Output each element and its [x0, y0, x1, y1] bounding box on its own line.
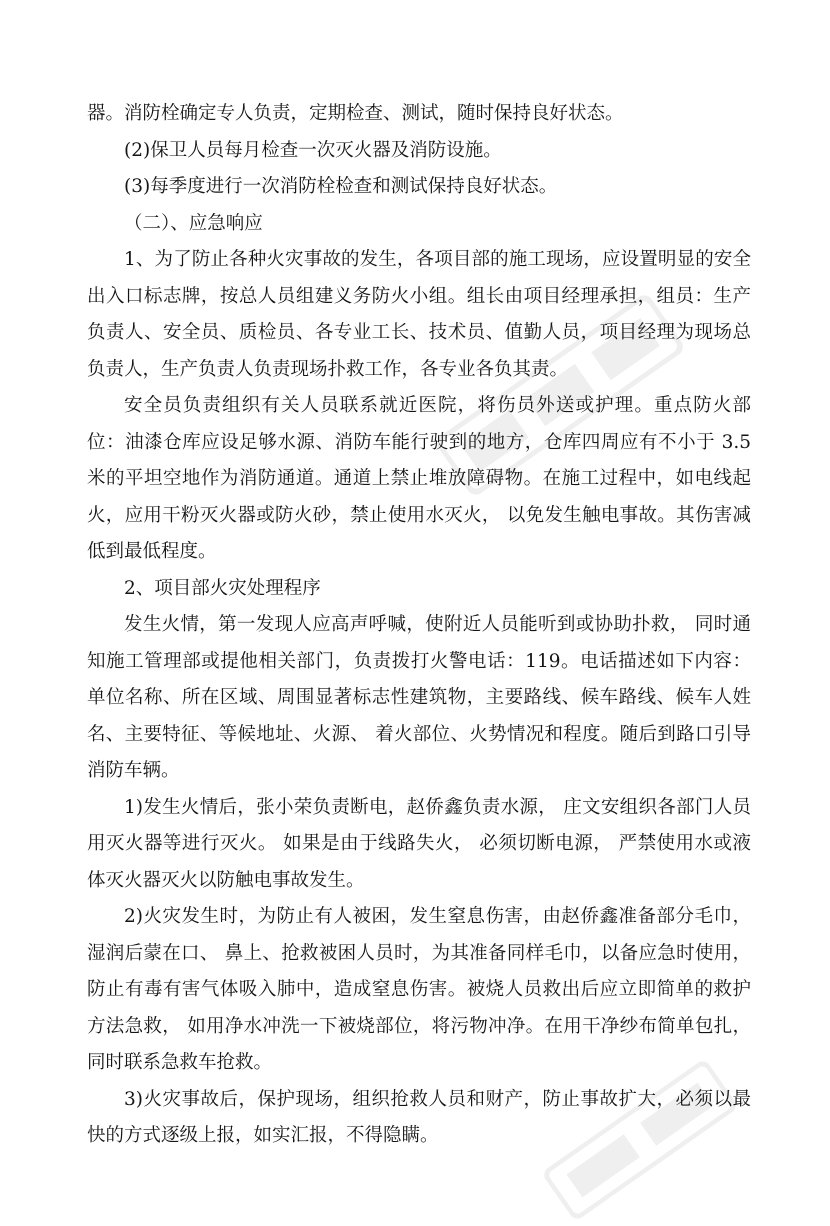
paragraph-5: 1、为了防止各种火灾事故的发生，各项目部的施工现场，应设置明显的安全出入口标志牌，按总人员组建义务防火小组。组长由项目经理承担，组员：生产负责人、安全员、质检员、各专业工长、技术员、值勤人员，项目经理为现场总负责人，生产负责人负责现场扑救工作，各专业各负其责。	[87, 249, 751, 380]
paragraph-3: (3)每季度进行一次消防栓检查和测试保持良好状态。	[124, 176, 558, 197]
paragraph-2: (2)保卫人员每月检查一次灭火器及消防设施。	[124, 139, 502, 161]
section-heading-emergency-response: （二）、应急响应	[124, 212, 263, 234]
paragraph-9: 1)发生火情后，张小荣负责断电，赵侨鑫负责水源， 庄文安组织各部门人员用灭火器等进行灭火。 如果是由于线路失火， 必须切断电源， 严禁使用水或液体灭火器灭火以防触电事故发生。	[87, 796, 751, 891]
subheading-fire-procedure: 2、项目部火灾处理程序	[124, 577, 321, 599]
paragraph-8: 发生火情，第一发现人应高声呼喊，使附近人员能听到或协助扑救， 同时通知施工管理部或提他相关部门，负责拨打火警电话：119。电话描述如下内容：单位名称、所在区域、周围显著标志性建筑物，主要路线、候车路线、候车人姓名、主要特征、等候地址、火源、 着火部位、火势情况和程度。随后到路口引导消防车辆。	[87, 614, 751, 781]
paragraph-11: 3)火灾事故后，保护现场，组织抢救人员和财产，防止事故扩大，必须以最快的方式逐级上报，如实汇报，不得隐瞒。	[87, 1088, 751, 1146]
paragraph-10: 2)火灾发生时，为防止有人被困，发生窒息伤害，由赵侨鑫准备部分毛巾，湿润后蒙在口、 鼻上、抢救被困人员时，为其准备同样毛巾，以备应急时使用，防止有毒有害气体吸入肺中，造成窒息伤害。被烧人员救出后应立即简单的救护方法急救， 如用净水冲洗一下被烧部位，将污物冲净。在用干净纱布简单包扎，同时联系急救车抢救。	[87, 906, 751, 1073]
document-body	[87, 96, 751, 1155]
paragraph-1: 器。消防栓确定专人负责，定期检查、测试，随时保持良好状态。	[87, 103, 624, 124]
paragraph-6: 安全员负责组织有关人员联系就近医院，将伤员外送或护理。重点防火部位：油漆仓库应设足够水源、消防车能行驶到的地方，仓库四周应有不小于 3.5 米的平坦空地作为消防通道。通道上禁止堆放障碍物。在施工过程中，如电线起火，应用干粉灭火器或防火砂，禁止使用水灭火， 以免发生触电事故。其伤害减低到最低程度。	[87, 395, 751, 562]
